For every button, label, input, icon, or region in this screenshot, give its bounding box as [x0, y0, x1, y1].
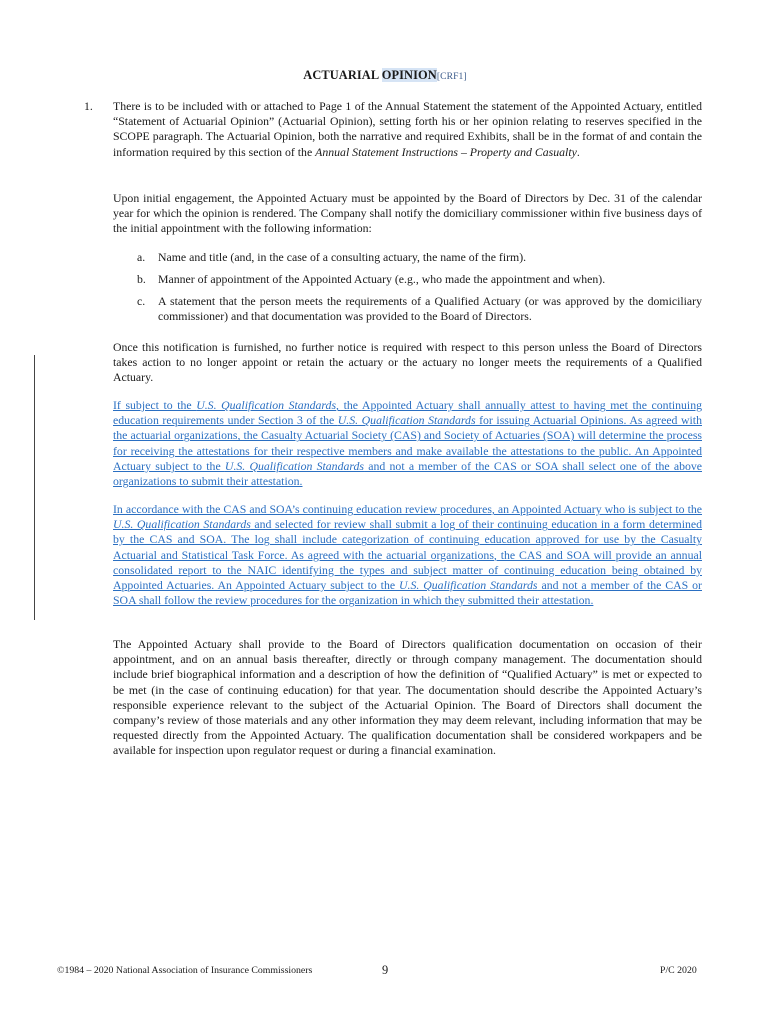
list-item	[137, 272, 702, 287]
paragraph-documentation	[113, 637, 702, 759]
list-item	[137, 294, 702, 324]
inserted-italic: U.S. Qualification Standards	[113, 517, 251, 532]
inserted-text: If subject to the	[113, 398, 197, 412]
section-number: 1.	[84, 99, 93, 113]
list-text: Name and title (and, in the case of a consulting actuary, the name of the firm).	[158, 250, 527, 264]
inserted-text: and selected for review shall submit a log of their continuing education in a form determined by the CAS and SOA. The log shall include categorization of continuing education approved for use by the Casualty Actuarial and Statistical Task Force. As agreed with the actuarial organizations, the CAS and SOA will provide an annual consolidated report to the NAIC identifying the types and subject matter of continuing education being obtained by Appointed Actuaries. An Appointed Actuary subject to the	[113, 517, 703, 593]
change-bar	[34, 355, 35, 620]
inserted-italic: U.S. Qualification Standards	[399, 578, 538, 593]
inserted-text: In accordance with the CAS and SOA’s continuing education review procedures, an Appointed Actuary who is subject to the	[113, 502, 702, 516]
inserted-italic: U.S. Qualification Standards	[224, 458, 365, 473]
paragraph-review-inserted	[113, 502, 702, 608]
inserted-text: and not a member of the CAS or SOA shall select one of the above organizations to submit their attestation.	[113, 458, 702, 489]
paragraph-engagement	[113, 191, 702, 237]
intro-text-end: .	[576, 144, 580, 159]
inserted-italic: U.S. Qualification Standards	[196, 398, 337, 412]
page-title	[0, 68, 770, 83]
list-item	[137, 250, 702, 265]
inserted-text: , the Appointed Actuary shall annually attest to having met the continuing education requirements under Section 3 of the	[113, 398, 702, 428]
paragraph-notification	[113, 340, 702, 386]
list-label: b.	[137, 272, 146, 286]
title-prefix: ACTUARIAL	[303, 68, 382, 82]
inserted-text: and not a member of the CAS or SOA shall follow the review procedures for the organization in which they submitted their attestation.	[113, 578, 702, 608]
list-label: c.	[137, 294, 146, 308]
engagement-text: Upon initial engagement, the Appointed Actuary must be appointed by the Board of Directors by Dec. 31 of the calendar year for which the opinion is rendered. The Company shall notify the domiciliary commissioner within five business days of the initial appointment with the following information:	[113, 191, 702, 236]
paragraph-intro	[113, 99, 702, 160]
title-highlight[interactable]: OPINION	[381, 68, 437, 82]
inserted-text: for issuing Actuarial Opinions. As agreed with the actuarial organizations, the Casualty Actuarial Society (CAS) and Society of Actuaries (SOA) will determine the process for receiving the attestations for their respective members and make available the attestations to the public. An Appointed Actuary subject to the	[113, 413, 702, 473]
notification-text: Once this notification is furnished, no further notice is required with respect to this person unless the Board of Directors takes action to no longer appoint or retain the actuary or the actuary no longer meets the requirements of a Qualified Actuary.	[113, 340, 702, 385]
documentation-text: The Appointed Actuary shall provide to the Board of Directors qualification documentation on occasion of their appointment, and on an annual basis thereafter, directly or through company management. The documentation should include brief biographical information and a description of how the definition of “Qualified Actuary” is met or expected to be met (in the case of continuing education) for that year. The documentation should describe the Appointed Actuary’s responsible experience relevant to the subject of the Actuarial Opinion. The Board of Directors shall document the company’s review of those materials and any other information they may deem relevant, including information that may be requested directly from the Appointed Actuary. The qualification documentation shall be considered workpapers and be available for inspection upon regulator request or during a financial examination.	[113, 637, 702, 758]
list-text: A statement that the person meets the requirements of a Qualified Actuary (or was approved by the domiciliary commissioner) and that documentation was provided to the Board of Directors.	[158, 294, 702, 324]
paragraph-attestation-inserted	[113, 398, 702, 489]
footer-copyright: ©1984 – 2020 National Association of Insurance Commissioners	[57, 965, 313, 976]
list-text: Manner of appointment of the Appointed Actuary (e.g., who made the appointment and when).	[158, 272, 606, 286]
inserted-italic: U.S. Qualification Standards	[337, 413, 476, 428]
intro-text: There is to be included with or attached to Page 1 of the Annual Statement the statement of the Appointed Actuary, entitled “Statement of Actuarial Opinion” (Actuarial Opinion), setting forth his or her opinion relating to reserves specified in the SCOPE paragraph. The Actuarial Opinion, both the narrative and required Exhibits, shall be in the format of and contain the information required by this section of the	[113, 99, 702, 159]
footer-code: P/C 2020	[660, 965, 697, 976]
comment-marker[interactable]: [CRF1]	[436, 71, 467, 82]
intro-italic-title: Annual Statement Instructions – Property and Casualty	[315, 144, 577, 159]
list-label: a.	[137, 250, 146, 264]
footer-page-number: 9	[382, 963, 389, 977]
